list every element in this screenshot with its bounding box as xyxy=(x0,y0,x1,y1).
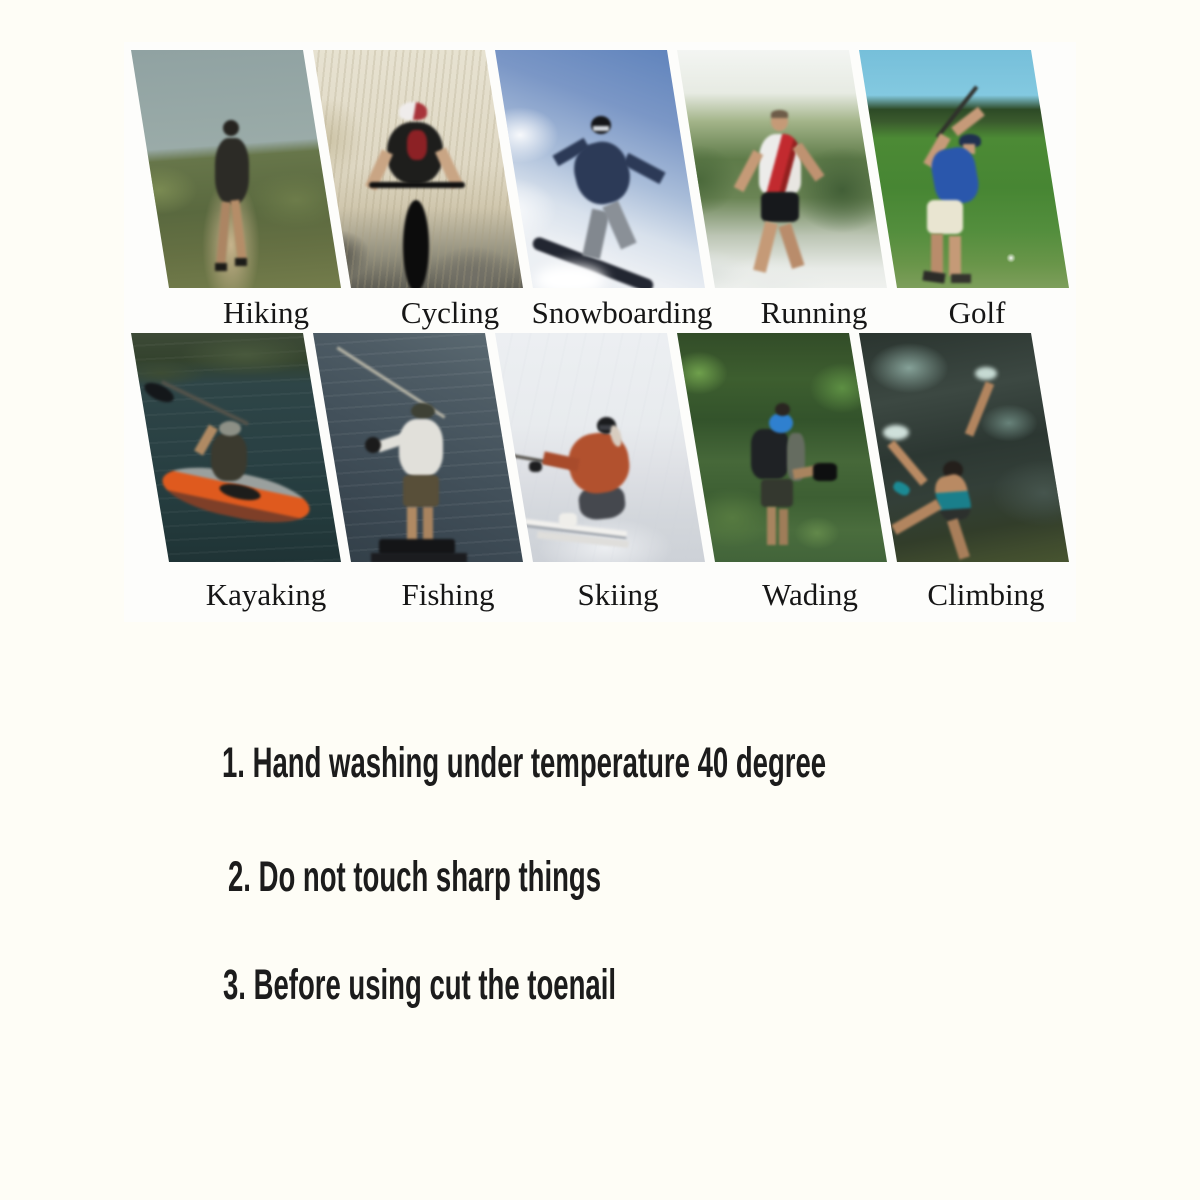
ski-boot xyxy=(559,513,577,527)
label-cycling: Cycling xyxy=(400,295,500,330)
care-instruction-2: 2. Do not touch sharp things xyxy=(228,853,602,901)
chalk-hold xyxy=(883,425,909,440)
chalk-hold xyxy=(975,367,997,380)
paddle-shaft xyxy=(161,380,249,426)
paddle-blade xyxy=(141,379,176,407)
label-snowboarding: Snowboarding xyxy=(531,295,713,330)
climbing-shoe xyxy=(891,479,911,497)
label-hiking: Hiking xyxy=(222,295,310,330)
kayaker-torso xyxy=(211,433,247,481)
runner-shorts xyxy=(761,192,799,222)
runner-leg xyxy=(779,223,805,269)
photo-wading xyxy=(677,333,887,562)
photo-hiking xyxy=(131,50,341,288)
runner-tank xyxy=(759,134,801,194)
golfer-shirt xyxy=(928,145,981,208)
boarder-leg xyxy=(602,201,636,250)
handlebar xyxy=(369,182,465,188)
fisher-hat xyxy=(411,403,435,419)
photo-climbing xyxy=(859,333,1069,562)
snow-spray xyxy=(535,265,605,288)
golfer-leg xyxy=(931,234,943,276)
cyclist-jersey-red xyxy=(407,130,427,160)
label-wading: Wading xyxy=(762,577,858,612)
hiker-head xyxy=(223,120,239,136)
ski-glove xyxy=(529,461,542,472)
label-golf: Golf xyxy=(948,295,1006,330)
platform xyxy=(371,553,467,562)
hiker-leg xyxy=(230,200,246,261)
kayaker-hat xyxy=(219,421,241,436)
camera xyxy=(813,463,837,481)
wader-hood xyxy=(769,413,793,433)
photo-fishing xyxy=(313,333,523,562)
cyclist-helmet xyxy=(399,102,427,120)
golfer-shoe xyxy=(951,274,971,283)
hiker-shoe xyxy=(215,263,227,271)
hiker-shoe xyxy=(235,258,247,266)
care-instruction-1: 1. Hand washing under temperature 40 degree xyxy=(222,739,827,787)
photo-golf xyxy=(859,50,1069,288)
golfer-shorts xyxy=(927,200,963,234)
climber-arm xyxy=(965,381,994,436)
activity-photo-row-1 xyxy=(0,50,1200,288)
hiker-leg xyxy=(216,202,230,265)
label-climbing: Climbing xyxy=(927,577,1045,612)
golfer-shoe xyxy=(922,271,945,284)
boarder-helmet xyxy=(591,116,611,134)
fishing-reel xyxy=(365,437,381,453)
wader-leg xyxy=(767,507,776,545)
fisher-shorts xyxy=(403,475,439,507)
photo-snowboarding xyxy=(495,50,705,288)
wader-backpack xyxy=(751,429,789,479)
golfer-leg xyxy=(949,236,961,276)
label-fishing: Fishing xyxy=(401,577,495,612)
label-running: Running xyxy=(760,295,868,330)
climber-torso xyxy=(932,472,974,524)
climber-leg xyxy=(891,499,942,535)
climber-arm xyxy=(887,440,927,486)
care-instruction-3: 3. Before using cut the toenail xyxy=(223,961,616,1009)
activity-photo-row-2 xyxy=(0,333,1200,562)
hiker-torso xyxy=(215,138,249,204)
photo-cycling xyxy=(313,50,523,288)
photo-skiing xyxy=(495,333,705,562)
label-kayaking: Kayaking xyxy=(205,577,327,612)
bike-wheel xyxy=(403,200,429,288)
wader-shorts xyxy=(761,479,793,507)
label-skiing: Skiing xyxy=(577,577,659,612)
wader-head xyxy=(775,403,790,416)
runner-hair xyxy=(771,110,788,118)
runner-leg xyxy=(753,221,778,273)
climber-leg xyxy=(947,518,970,559)
fisher-shirt xyxy=(399,419,443,477)
boarder-goggles xyxy=(593,126,609,131)
wader-leg xyxy=(779,509,788,545)
photo-kayaking xyxy=(131,333,341,562)
photo-running xyxy=(677,50,887,288)
